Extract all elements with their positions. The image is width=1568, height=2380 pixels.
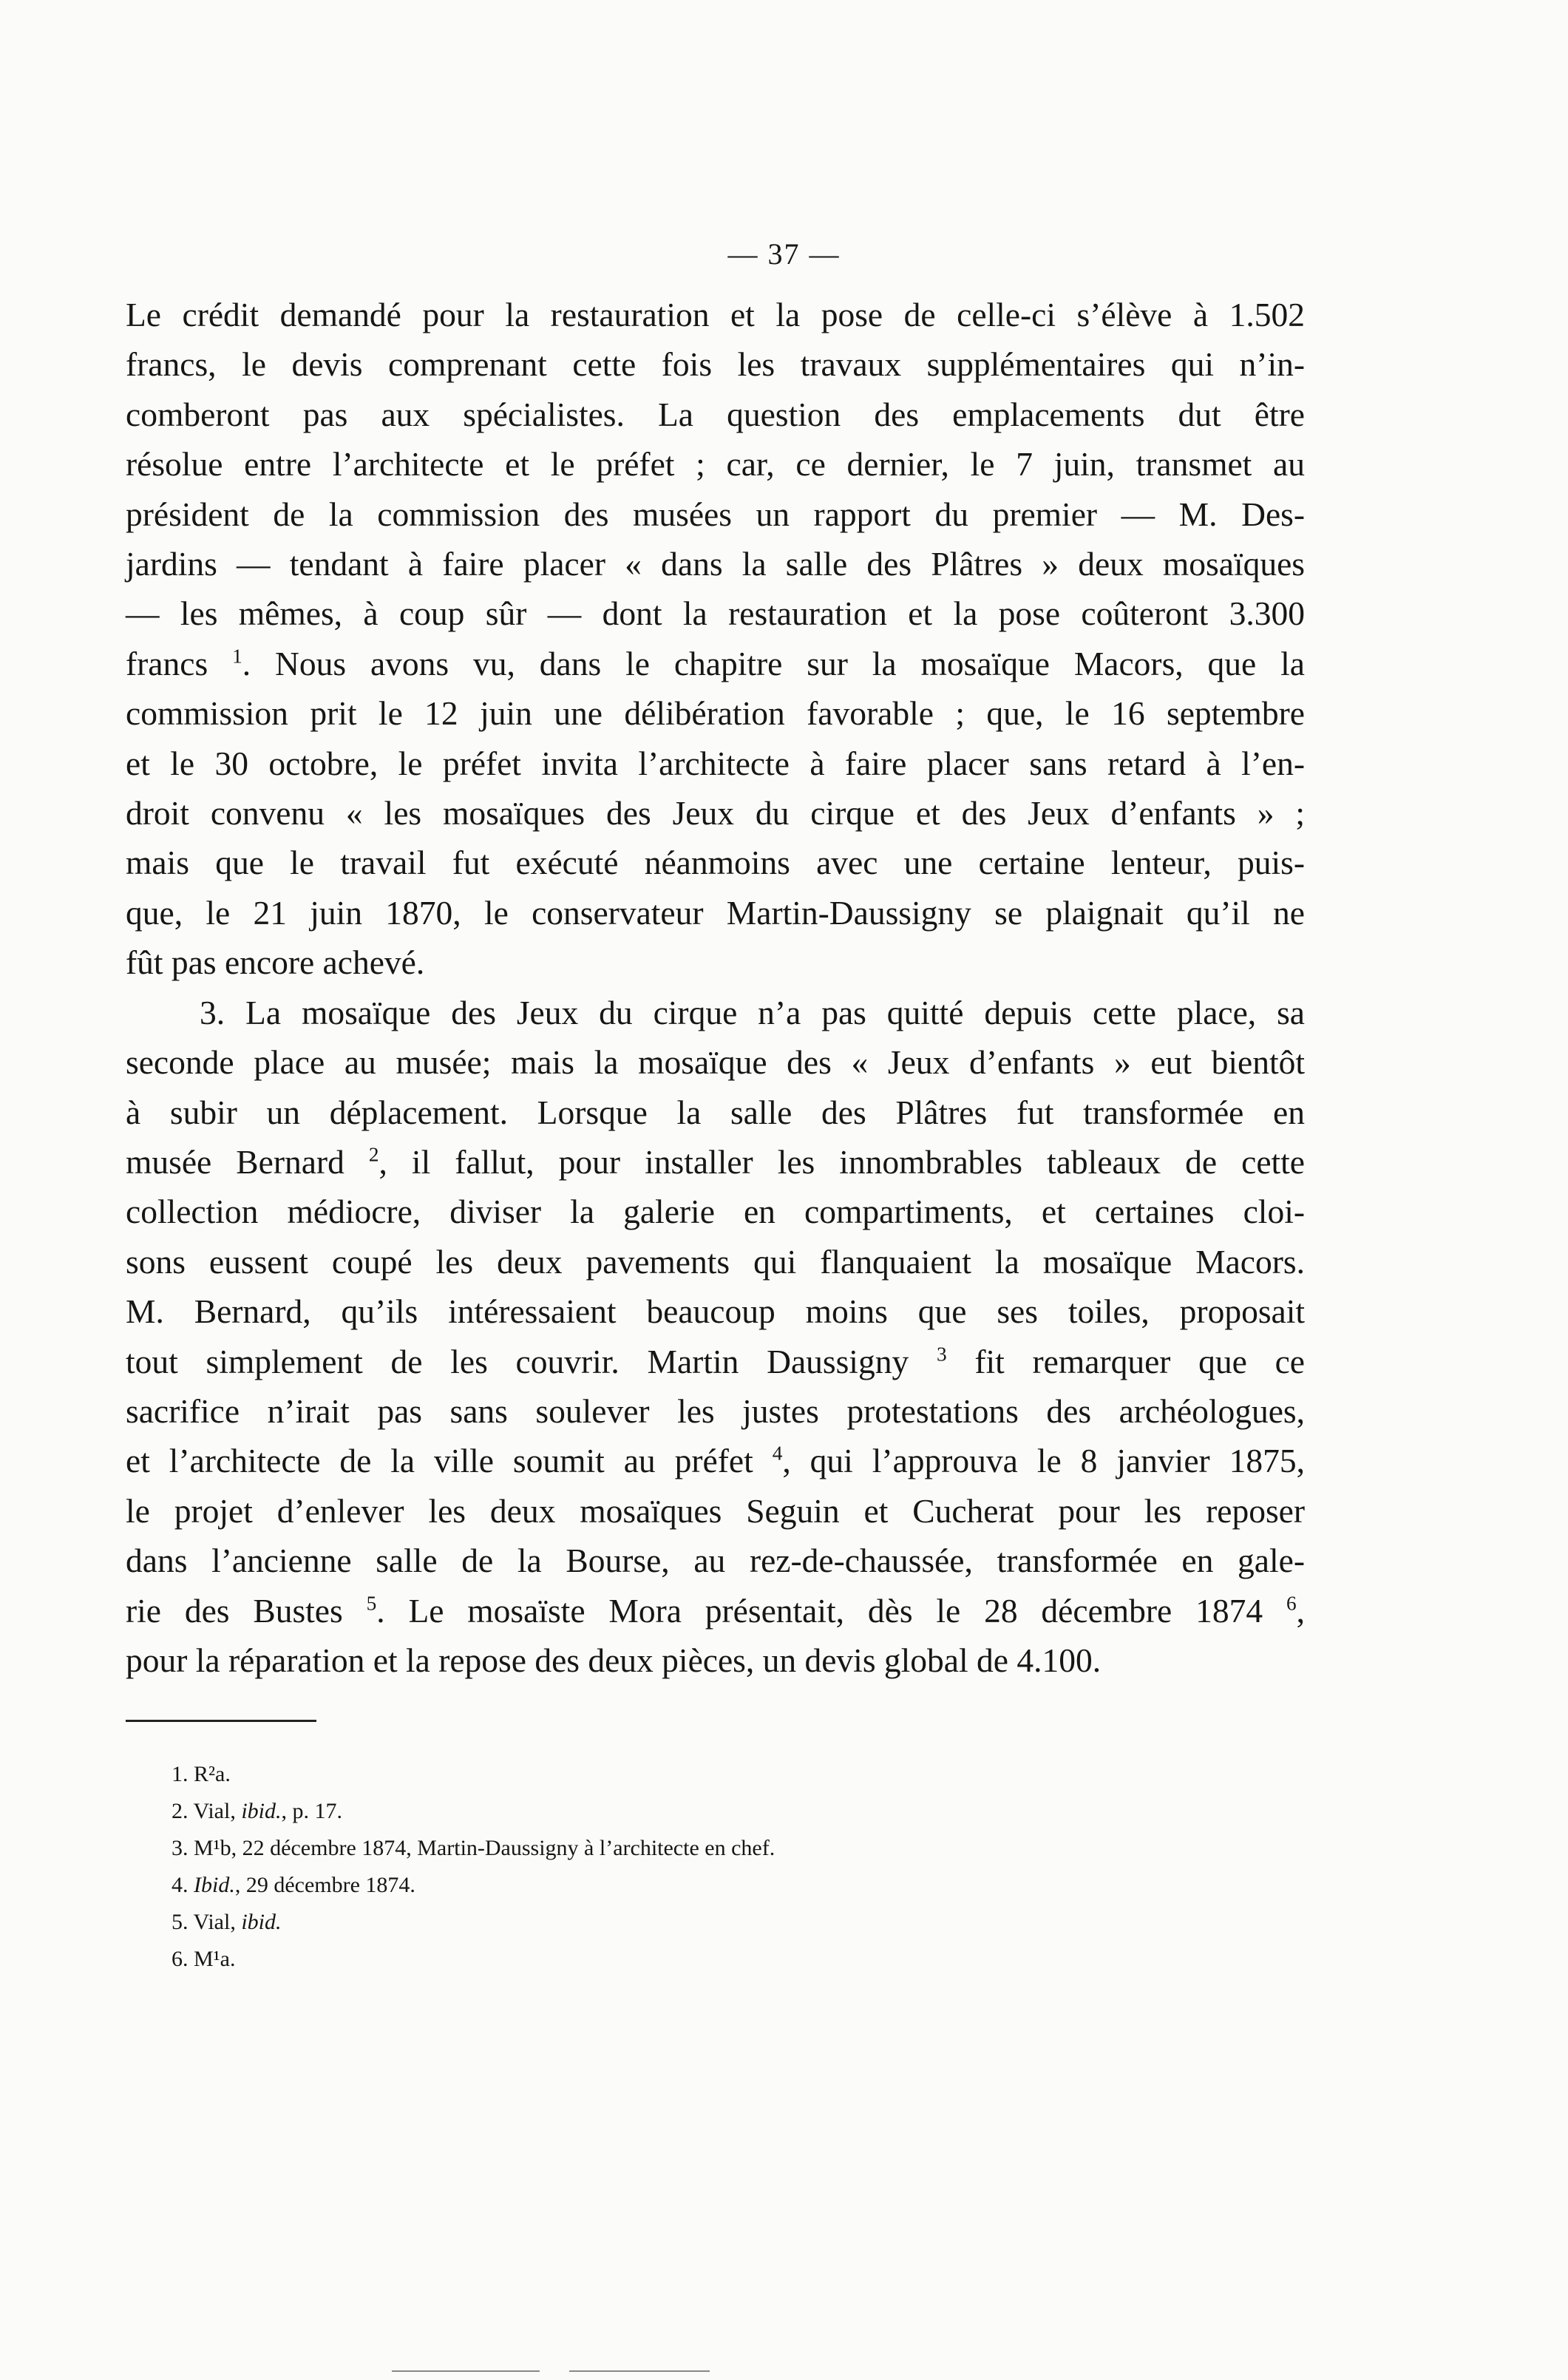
text-segment: . Le mosaïste Mora présentait, dès le 28 décembre 1874	[376, 1591, 1286, 1630]
text-line: pour la réparation et la repose des deux pièces, un devis global de 4.100.	[126, 1641, 1102, 1679]
body-text	[126, 290, 1305, 1685]
footnote-ref[interactable]: 4	[772, 1442, 783, 1465]
text-segment: ,	[1296, 1591, 1305, 1630]
text-segment: musée Bernard	[126, 1142, 369, 1181]
footnote-text: Vial,	[193, 1799, 242, 1823]
footnote-3	[172, 1830, 775, 1867]
text-line: fût pas encore achevé.	[126, 943, 425, 982]
text-line: sacrifice n’irait pas sans soulever les justes protestations des archéologues,	[126, 1391, 1305, 1430]
footnote-1	[172, 1756, 775, 1793]
footnote-ref[interactable]: 3	[936, 1343, 947, 1366]
footnote-ref[interactable]: 6	[1286, 1592, 1297, 1615]
text-line: francs, le devis comprenant cette fois les travaux supplémentaires qui n’in-	[126, 345, 1305, 384]
text-line	[126, 1337, 1305, 1386]
text-line: commission prit le 12 juin une délibération favorable ; que, le 16 septembre	[126, 694, 1305, 733]
footnote-number: 2.	[172, 1799, 189, 1823]
footnote-ref[interactable]: 1	[232, 645, 242, 668]
footnote-divider	[126, 1720, 316, 1722]
footnote-text: M¹a.	[194, 1947, 236, 1971]
footnote-text: Vial,	[193, 1910, 242, 1934]
text-segment: , il fallut, pour installer les innombrables tableaux de cette	[379, 1142, 1306, 1181]
text-segment: , qui l’approuva le 8 janvier 1875,	[782, 1442, 1305, 1480]
text-line: dans l’ancienne salle de la Bourse, au rez-de-chaussée, transformée en gale-	[126, 1542, 1305, 1580]
page-number: — 37 —	[727, 237, 841, 271]
text-line: droit convenu « les mosaïques des Jeux du cirque et des Jeux d’enfants » ;	[126, 794, 1305, 833]
footnote-number: 5.	[172, 1910, 189, 1934]
text-line: — les mêmes, à coup sûr — dont la restauration et la pose coûteront 3.300	[126, 594, 1305, 633]
footnote-number: 6.	[172, 1947, 189, 1971]
scan-mark	[569, 2370, 710, 2372]
footnote-number: 3.	[172, 1836, 189, 1860]
text-line: président de la commission des musées un rapport du premier — M. Des-	[126, 495, 1305, 533]
bottom-scan-marks	[392, 2362, 739, 2376]
text-line: et le 30 octobre, le préfet invita l’architecte à faire placer sans retard à l’en-	[126, 744, 1305, 782]
text-line	[126, 1137, 1305, 1187]
footnote-text: M¹b, 22 décembre 1874, Martin-Daussigny à l’architecte en chef.	[194, 1836, 775, 1860]
footnote-ref[interactable]: 5	[366, 1592, 377, 1615]
footnote-ref[interactable]: 2	[368, 1143, 379, 1166]
text-line: collection médiocre, diviser la galerie en compartiments, et certaines cloi-	[126, 1193, 1305, 1231]
text-line: jardins — tendant à faire placer « dans la salle des Plâtres » deux mosaïques	[126, 545, 1305, 583]
footnote-number: 4.	[172, 1873, 189, 1897]
text-segment: francs	[126, 644, 233, 682]
text-segment: fit remarquer que ce	[946, 1342, 1305, 1380]
text-line: résolue entre l’architecte et le préfet ; car, ce dernier, le 7 juin, transmet au	[126, 445, 1305, 484]
footnote-italic: ibid.	[241, 1910, 282, 1934]
text-line: Le crédit demandé pour la restauration et la pose de celle-ci s’élève à 1.502	[126, 296, 1305, 333]
footnote-5	[172, 1904, 775, 1941]
text-line: comberont pas aux spécialistes. La question des emplacements dut être	[126, 395, 1305, 433]
text-line: 3. La mosaïque des Jeux du cirque n’a pas quitté depuis cette place, sa	[200, 993, 1305, 1031]
text-line: sons eussent coupé les deux pavements qui flanquaient la mosaïque Macors.	[126, 1242, 1305, 1281]
footnote-2	[172, 1793, 775, 1830]
footnote-text: , 29 décembre 1874.	[234, 1873, 415, 1897]
text-line: seconde place au musée; mais la mosaïque des « Jeux d’enfants » eut bientôt	[126, 1043, 1305, 1082]
footnote-italic: ibid.	[241, 1799, 282, 1823]
text-line: M. Bernard, qu’ils intéressaient beaucoup moins que ses toiles, proposait	[126, 1292, 1305, 1331]
text-segment: et l’architecte de la ville soumit au préfet	[126, 1442, 773, 1480]
footnote-italic: Ibid.	[194, 1873, 235, 1897]
scan-mark	[392, 2370, 540, 2372]
text-line	[126, 1436, 1305, 1485]
text-segment: . Nous avons vu, dans le chapitre sur la mosaïque Macors, que la	[242, 644, 1305, 682]
footnote-text: , p. 17.	[281, 1799, 342, 1823]
footnotes	[172, 1756, 775, 1978]
text-line	[126, 639, 1305, 688]
footnote-4	[172, 1867, 775, 1904]
text-segment: rie des Bustes	[126, 1591, 367, 1630]
text-line: mais que le travail fut exécuté néanmoins avec une certaine lenteur, puis-	[126, 844, 1305, 882]
text-line: le projet d’enlever les deux mosaïques Seguin et Cucherat pour les reposer	[126, 1491, 1305, 1530]
footnote-text: R²a.	[194, 1762, 231, 1786]
text-line: à subir un déplacement. Lorsque la salle des Plâtres fut transformée en	[126, 1093, 1305, 1131]
footnote-number: 1.	[172, 1762, 189, 1786]
text-line: que, le 21 juin 1870, le conservateur Martin-Daussigny se plaignait qu’il ne	[126, 893, 1305, 932]
text-line	[126, 1586, 1305, 1635]
text-segment: tout simplement de les couvrir. Martin Daussigny	[126, 1342, 937, 1380]
footnote-6	[172, 1941, 775, 1978]
